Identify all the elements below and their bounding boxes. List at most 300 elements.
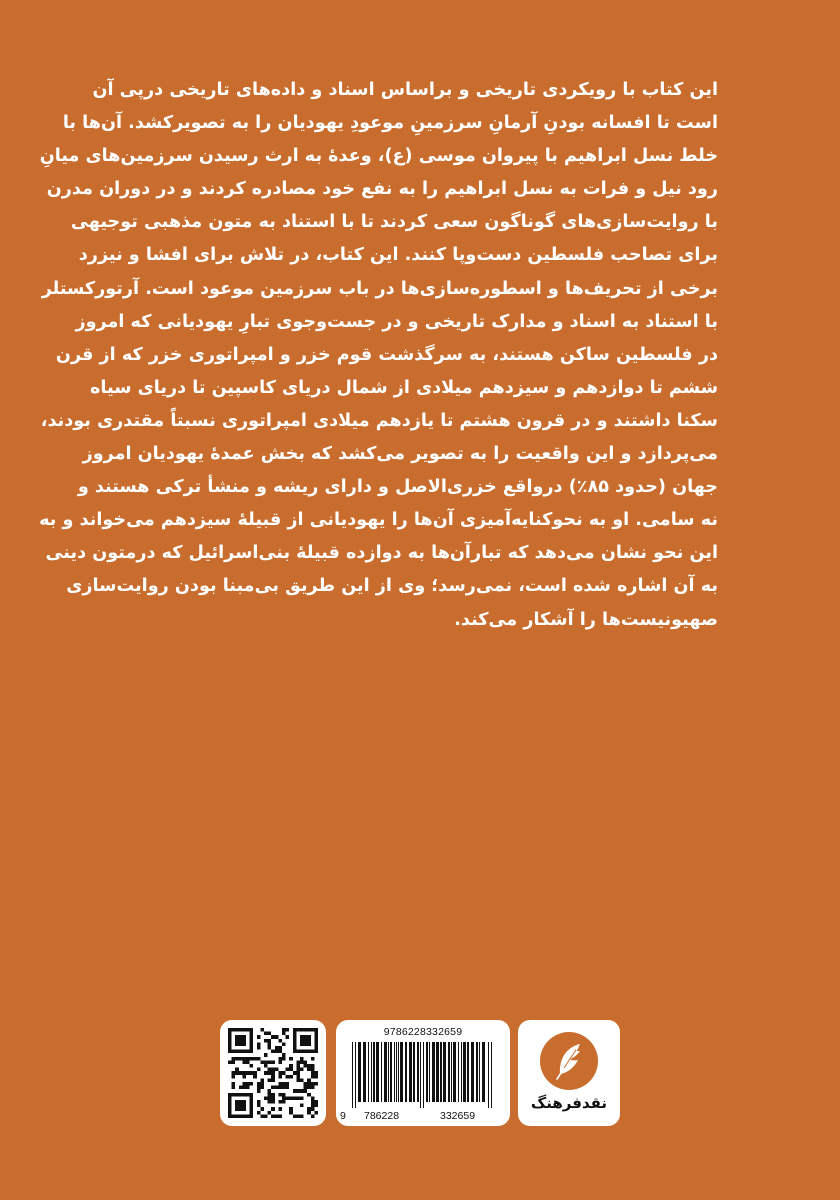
qr-module: [250, 1096, 254, 1100]
qr-module: [314, 1071, 318, 1075]
barcode-bar: [488, 1042, 489, 1108]
qr-module: [289, 1068, 293, 1072]
barcode-bar: [482, 1042, 485, 1102]
qr-module: [232, 1028, 236, 1032]
qr-module: [300, 1096, 304, 1100]
qr-module: [304, 1060, 308, 1064]
blurb-line: در فلسطین ساکن هستند، به سرگذشت قوم خزر و امپراتوری خزر که از قرن: [55, 344, 718, 365]
qr-module: [311, 1075, 315, 1079]
barcode-bar: [368, 1042, 369, 1102]
blurb-line: صهیونیست‌ها را آشکار می‌کند.: [454, 609, 718, 630]
qr-module: [246, 1050, 250, 1054]
qr-module: [282, 1086, 286, 1090]
qr-module: [228, 1050, 232, 1054]
qr-code-panel: [220, 1020, 326, 1126]
barcode-bar: [429, 1042, 430, 1102]
qr-module: [286, 1086, 290, 1090]
qr-module: [311, 1068, 315, 1072]
qr-module: [253, 1057, 257, 1061]
qr-module: [296, 1060, 300, 1064]
qr-module: [289, 1075, 293, 1079]
barcode-bar: [458, 1042, 459, 1102]
qr-module: [311, 1071, 315, 1075]
qr-module: [314, 1111, 318, 1115]
barcode-bar: [352, 1042, 353, 1108]
qr-module: [271, 1035, 275, 1039]
qr-module: [235, 1042, 239, 1046]
feather-quill-icon: [540, 1032, 598, 1090]
qr-module: [228, 1111, 232, 1115]
qr-module: [239, 1028, 243, 1032]
qr-module: [300, 1042, 304, 1046]
qr-module: [232, 1060, 236, 1064]
qr-module: [278, 1046, 282, 1050]
qr-module: [275, 1068, 279, 1072]
qr-module: [286, 1075, 290, 1079]
qr-module: [271, 1114, 275, 1118]
isbn-first-digit: 9: [340, 1110, 346, 1122]
qr-module: [282, 1071, 286, 1075]
qr-module: [278, 1039, 282, 1043]
blurb-line: نه سامی. او به نحوکنایه‌آمیزی آن‌ها را یهودیانی از قبیلهٔ سیزدهم می‌خواند و به: [39, 510, 718, 531]
qr-module: [314, 1039, 318, 1043]
qr-module: [260, 1114, 264, 1118]
qr-module: [304, 1035, 308, 1039]
qr-module: [314, 1042, 318, 1046]
qr-module: [239, 1086, 243, 1090]
qr-module: [242, 1060, 246, 1064]
qr-module: [307, 1086, 311, 1090]
barcode-bar: [413, 1042, 415, 1102]
barcode-bar: [426, 1042, 428, 1102]
blurb-line: می‌پردازد و این واقعیت را به تصویر می‌کشد که بخش عمدهٔ یهودیان امروز: [82, 444, 718, 465]
barcode-bar: [405, 1042, 407, 1102]
qr-module: [289, 1096, 293, 1100]
publisher-name: نقدفرهنگ: [530, 1094, 608, 1112]
qr-module: [268, 1093, 272, 1097]
blurb-line: است تا افسانه بودنِ آرمانِ سرزمینِ موعودِ یهودیان را به تصویرکشد. آن‌ها با: [62, 113, 718, 134]
qr-module: [278, 1075, 282, 1079]
qr-module: [250, 1032, 254, 1036]
qr-module: [293, 1035, 297, 1039]
qr-module: [235, 1107, 239, 1111]
qr-module: [286, 1028, 290, 1032]
qr-module: [253, 1071, 257, 1075]
qr-module: [314, 1075, 318, 1079]
qr-module: [278, 1086, 282, 1090]
qr-module: [250, 1039, 254, 1043]
qr-module: [311, 1107, 315, 1111]
qr-module: [275, 1046, 279, 1050]
barcode-bar: [376, 1042, 379, 1102]
qr-module: [307, 1039, 311, 1043]
qr-module: [268, 1068, 272, 1072]
qr-module: [264, 1096, 268, 1100]
blurb-line: رود نیل و فرات به نسل ابراهیم را به نفع خود مصادره کردند و در دوران مدرن: [46, 179, 718, 200]
qr-module: [268, 1100, 272, 1104]
qr-module: [304, 1064, 308, 1068]
qr-module: [246, 1071, 250, 1075]
qr-module: [300, 1114, 304, 1118]
qr-module: [264, 1032, 268, 1036]
qr-module: [239, 1071, 243, 1075]
blurb-line: سکنا داشتند و در قرون هشتم تا یازدهم میلادی امپراتوری نسبتاً مقتدری بودند،: [40, 410, 718, 431]
qr-module: [311, 1096, 315, 1100]
qr-module: [235, 1068, 239, 1072]
qr-module: [282, 1057, 286, 1061]
qr-module: [271, 1107, 275, 1111]
qr-module: [296, 1078, 300, 1082]
qr-module: [307, 1035, 311, 1039]
qr-module: [264, 1064, 268, 1068]
qr-module: [293, 1114, 297, 1118]
qr-module: [296, 1096, 300, 1100]
qr-module: [228, 1096, 232, 1100]
qr-module: [278, 1093, 282, 1097]
qr-module: [286, 1096, 290, 1100]
qr-module: [264, 1053, 268, 1057]
barcode-bar: [467, 1042, 469, 1102]
qr-module: [242, 1075, 246, 1079]
barcode-bar: [476, 1042, 478, 1102]
blurb-line: این نحو نشان می‌دهد که تبارآن‌ها به دوازده قبیلهٔ بنی‌اسرائیل که درمتون دینی: [45, 543, 718, 564]
qr-module: [253, 1075, 257, 1079]
qr-module: [228, 1039, 232, 1043]
isbn-left-group: 786228: [364, 1110, 400, 1122]
qr-module: [307, 1064, 311, 1068]
qr-module: [307, 1042, 311, 1046]
qr-module: [286, 1082, 290, 1086]
qr-module: [311, 1100, 315, 1104]
qr-module: [268, 1039, 272, 1043]
barcode-bar: [443, 1042, 446, 1102]
qr-module: [282, 1093, 286, 1097]
qr-module: [250, 1035, 254, 1039]
qr-module: [311, 1104, 315, 1108]
qr-module: [250, 1111, 254, 1115]
blurb-line: برای تصاحب فلسطین دست‌وپا کنند. این کتاب، در تلاش برای افشا و نیزرد: [78, 245, 718, 266]
qr-module: [314, 1082, 318, 1086]
barcode-bar: [355, 1042, 356, 1108]
qr-module: [242, 1107, 246, 1111]
qr-module: [268, 1078, 272, 1082]
qr-module: [300, 1035, 304, 1039]
barcode-bar: [371, 1042, 372, 1102]
qr-module: [304, 1086, 308, 1090]
qr-module: [271, 1100, 275, 1104]
qr-module: [278, 1071, 282, 1075]
qr-module: [246, 1082, 250, 1086]
qr-module: [268, 1111, 272, 1115]
qr-module: [260, 1107, 264, 1111]
qr-module: [228, 1093, 232, 1097]
qr-module: [250, 1082, 254, 1086]
qr-module: [239, 1050, 243, 1054]
qr-module: [246, 1060, 250, 1064]
qr-module: [242, 1042, 246, 1046]
qr-module: [239, 1104, 243, 1108]
qr-module: [242, 1104, 246, 1108]
qr-module: [304, 1042, 308, 1046]
qr-module: [296, 1089, 300, 1093]
blurb-line: خلط نسل ابراهیم با پیروان موسی (ع)، وعدهٔ به ارث رسیدن سرزمین‌های میانِ: [39, 146, 718, 167]
isbn-barcode-panel: [336, 1020, 510, 1126]
qr-module: [250, 1064, 254, 1068]
qr-module: [232, 1086, 236, 1090]
barcode-bar: [390, 1042, 392, 1102]
barcode-bar: [436, 1042, 439, 1102]
blurb-line: با استناد به اسناد و مدارک تاریخی و در جست‌وجوی تبارِ یهودیانی که امروز: [75, 311, 718, 332]
qr-module: [250, 1050, 254, 1054]
qr-module: [257, 1104, 261, 1108]
qr-module: [264, 1071, 268, 1075]
barcode-bar: [479, 1042, 480, 1102]
qr-module: [314, 1046, 318, 1050]
qr-module: [232, 1050, 236, 1054]
qr-module: [300, 1068, 304, 1072]
isbn-number-top: 9786228332659: [383, 1026, 463, 1038]
qr-module: [286, 1068, 290, 1072]
qr-module: [264, 1039, 268, 1043]
qr-module: [232, 1071, 236, 1075]
qr-module: [296, 1050, 300, 1054]
qr-module: [257, 1057, 261, 1061]
qr-module: [304, 1082, 308, 1086]
qr-module: [239, 1093, 243, 1097]
blurb-line: با روایت‌سازی‌های گوناگون سعی کردند تا با استناد به متون مذهبی توجیهی: [70, 212, 718, 233]
qr-module: [282, 1096, 286, 1100]
qr-module: [275, 1086, 279, 1090]
qr-module: [228, 1114, 232, 1118]
qr-module: [239, 1035, 243, 1039]
qr-module: [250, 1114, 254, 1118]
qr-module: [257, 1100, 261, 1104]
qr-module: [271, 1093, 275, 1097]
qr-module: [271, 1078, 275, 1082]
barcode-bar: [423, 1042, 424, 1108]
qr-module: [250, 1028, 254, 1032]
qr-module: [311, 1050, 315, 1054]
qr-module: [242, 1100, 246, 1104]
qr-module: [304, 1050, 308, 1054]
qr-module: [314, 1100, 318, 1104]
qr-module: [246, 1114, 250, 1118]
qr-module: [246, 1057, 250, 1061]
qr-module: [232, 1114, 236, 1118]
qr-module: [296, 1028, 300, 1032]
qr-module: [289, 1057, 293, 1061]
qr-module: [235, 1114, 239, 1118]
barcode-bar: [420, 1042, 421, 1108]
qr-module: [300, 1028, 304, 1032]
qr-module: [271, 1068, 275, 1072]
qr-module: [293, 1032, 297, 1036]
barcode-bar: [491, 1042, 492, 1108]
barcode-bar: [396, 1042, 397, 1102]
qr-module: [228, 1042, 232, 1046]
qr-module: [228, 1032, 232, 1036]
qr-module: [289, 1111, 293, 1115]
qr-module: [239, 1107, 243, 1111]
qr-module: [278, 1050, 282, 1054]
qr-module: [228, 1107, 232, 1111]
blurb-line: برخی از تحریف‌ها و اسطوره‌سازی‌ها در باب سرزمین موعود است. آرتورکستلر: [41, 278, 718, 299]
qr-module: [300, 1039, 304, 1043]
back-cover-blurb: [39, 74, 718, 734]
qr-module: [314, 1050, 318, 1054]
qr-module: [300, 1060, 304, 1064]
qr-module: [257, 1042, 261, 1046]
isbn-right-group: 332659: [440, 1110, 476, 1122]
barcode-bar: [388, 1042, 389, 1102]
barcode-bar: [373, 1042, 375, 1102]
qr-module: [257, 1068, 261, 1072]
qr-module: [268, 1071, 272, 1075]
qr-module: [242, 1114, 246, 1118]
barcode-bar: [381, 1042, 382, 1102]
qr-module: [250, 1093, 254, 1097]
qr-module: [228, 1028, 232, 1032]
qr-module: [278, 1082, 282, 1086]
barcode-bar: [440, 1042, 442, 1102]
barcode-bar: [448, 1042, 450, 1102]
qr-module: [242, 1086, 246, 1090]
qr-module: [228, 1104, 232, 1108]
qr-module: [250, 1104, 254, 1108]
qr-module: [232, 1075, 236, 1079]
qr-module: [257, 1082, 261, 1086]
qr-module: [282, 1053, 286, 1057]
qr-module: [228, 1100, 232, 1104]
barcode-bar: [398, 1042, 399, 1102]
qr-module: [300, 1089, 304, 1093]
qr-module: [307, 1111, 311, 1115]
qr-module: [293, 1042, 297, 1046]
qr-module: [278, 1060, 282, 1064]
barcode-bar: [453, 1042, 456, 1102]
barcode-bar: [461, 1042, 462, 1102]
qr-module: [275, 1114, 279, 1118]
qr-module: [235, 1093, 239, 1097]
qr-module: [300, 1057, 304, 1061]
barcode-bar: [400, 1042, 403, 1102]
qr-module: [235, 1071, 239, 1075]
qr-module: [250, 1100, 254, 1104]
qr-module: [300, 1104, 304, 1108]
qr-module: [271, 1075, 275, 1079]
qr-module: [311, 1028, 315, 1032]
qr-module: [293, 1046, 297, 1050]
qr-module: [228, 1046, 232, 1050]
qr-module: [271, 1050, 275, 1054]
barcode-bar: [417, 1042, 419, 1102]
qr-module: [228, 1060, 232, 1064]
barcode-bar: [394, 1042, 395, 1102]
qr-module: [296, 1064, 300, 1068]
qr-module: [268, 1032, 272, 1036]
qr-module: [311, 1114, 315, 1118]
barcode-bar: [432, 1042, 435, 1102]
qr-module: [278, 1057, 282, 1061]
qr-module: [311, 1057, 315, 1061]
qr-module: [293, 1096, 297, 1100]
barcode-bar: [363, 1042, 366, 1102]
qr-module: [271, 1071, 275, 1075]
qr-module: [268, 1042, 272, 1046]
qr-module: [242, 1039, 246, 1043]
publisher-logo-panel: [518, 1020, 620, 1126]
qr-module: [268, 1089, 272, 1093]
qr-module: [275, 1050, 279, 1054]
qr-module: [307, 1050, 311, 1054]
qr-module: [235, 1057, 239, 1061]
qr-module: [296, 1075, 300, 1079]
qr-module: [314, 1104, 318, 1108]
qr-module: [293, 1028, 297, 1032]
qr-module: [286, 1035, 290, 1039]
qr-module: [239, 1057, 243, 1061]
qr-module: [239, 1100, 243, 1104]
publisher-logo: [540, 1032, 598, 1090]
barcode-icon: [348, 1042, 498, 1108]
qr-module: [242, 1082, 246, 1086]
qr-module: [246, 1028, 250, 1032]
barcode-bar: [409, 1042, 412, 1102]
qr-module: [314, 1032, 318, 1036]
qr-module: [307, 1078, 311, 1082]
qr-module: [235, 1039, 239, 1043]
qr-module: [250, 1042, 254, 1046]
qr-module: [314, 1035, 318, 1039]
qr-module: [282, 1028, 286, 1032]
qr-module: [311, 1064, 315, 1068]
blurb-line: ششم تا دوازدهم و سیزدهم میلادی از شمال دریای کاسپین تا دریای سیاه: [90, 377, 718, 398]
qr-module: [235, 1028, 239, 1032]
qr-module: [260, 1060, 264, 1064]
qr-module: [232, 1093, 236, 1097]
qr-module: [239, 1114, 243, 1118]
blurb-line: به آن اشاره شده است، نمی‌رسد؛ وی از این طریق بی‌مبنا بودن روایت‌سازی: [66, 576, 718, 597]
qr-module: [271, 1096, 275, 1100]
qr-module: [307, 1082, 311, 1086]
barcode-bar: [451, 1042, 452, 1102]
qr-module: [232, 1057, 236, 1061]
qr-module: [282, 1032, 286, 1036]
qr-module: [293, 1039, 297, 1043]
qr-module: [314, 1028, 318, 1032]
qr-module: [257, 1089, 261, 1093]
qr-module: [300, 1050, 304, 1054]
qr-module: [257, 1086, 261, 1090]
qr-module: [239, 1042, 243, 1046]
qr-module: [300, 1078, 304, 1082]
qr-module: [250, 1107, 254, 1111]
qr-module: [260, 1078, 264, 1082]
qr-module: [268, 1046, 272, 1050]
qr-module: [228, 1035, 232, 1039]
qr-module: [282, 1082, 286, 1086]
barcode-bar: [384, 1042, 387, 1102]
qr-module: [260, 1082, 264, 1086]
qr-module: [257, 1046, 261, 1050]
barcode-bar: [471, 1042, 474, 1102]
qr-module: [307, 1093, 311, 1097]
qr-module: [293, 1050, 297, 1054]
qr-module: [296, 1071, 300, 1075]
qr-module: [250, 1071, 254, 1075]
barcode-bar: [463, 1042, 466, 1102]
qr-module: [242, 1071, 246, 1075]
